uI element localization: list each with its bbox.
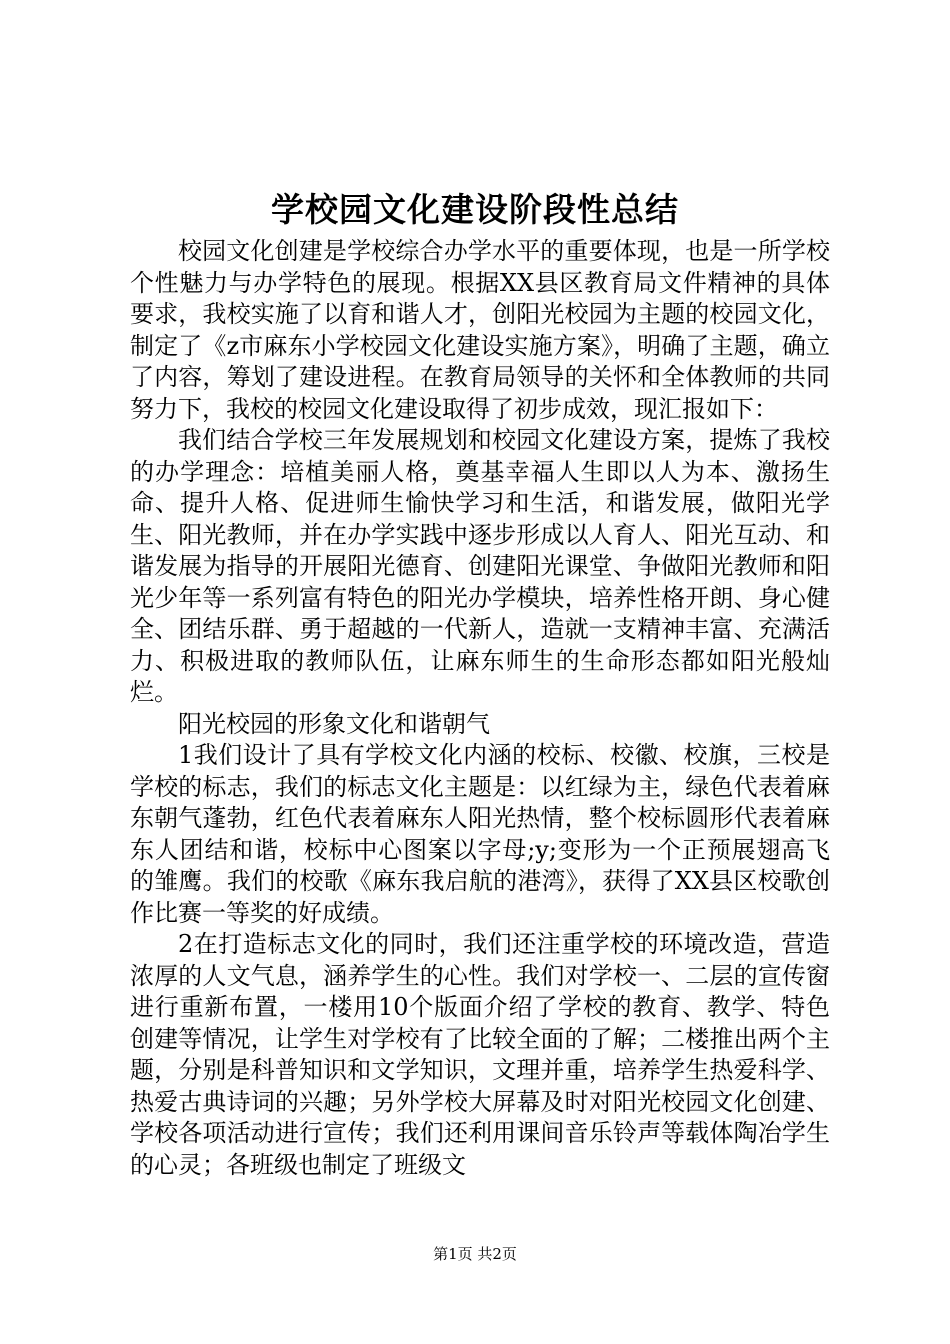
page-footer (0, 1244, 950, 1264)
document-body (130, 236, 830, 1181)
page-number: 第1页 (433, 1245, 473, 1263)
paragraph-intro: 校园文化创建是学校综合办学水平的重要体现，也是一所学校个性魅力与办学特色的展现。根据XX县区教育局文件精神的具体要求，我校实施了以育和谐人才，创阳光校园为主题的校园文化，制定了《z市麻东小学校园文化建设实施方案》，明确了主题，确立了内容，筹划了建设进程。在教育局领导的关怀和全体教师的共同努力下，我校的校园文化建设取得了初步成效，现汇报如下： (130, 237, 830, 423)
paragraph-environment: 2在打造标志文化的同时，我们还注重学校的环境改造，营造浓厚的人文气息，涵养学生的心性。我们对学校一、二层的宣传窗进行重新布置，一楼用10个版面介绍了学校的教育、教学、特色创建等情况，让学生对学校有了比较全面的了解；二楼推出两个主题，分别是科普知识和文学知识，文理并重，培养学生热爱科学、热爱古典诗词的兴趣；另外学校大屏幕及时对阳光校园文化创建、学校各项活动进行宣传；我们还利用课间音乐铃声等载体陶冶学生的心灵；各班级也制定了班级文 (130, 930, 830, 1179)
paragraph-school-emblem: 1我们设计了具有学校文化内涵的校标、校徽、校旗，三校是学校的标志，我们的标志文化主题是：以红绿为主，绿色代表着麻东朝气蓬勃，红色代表着麻东人阳光热情，整个校标圆形代表着麻东人团结和谐，校标中心图案以字母;y;变形为一个正预展翅高飞的雏鹰。我们的校歌《麻东我启航的港湾》，获得了XX县区校歌创作比赛一等奖的好成绩。 (130, 741, 830, 927)
section-heading-image-culture: 阳光校园的形象文化和谐朝气 (178, 709, 490, 738)
document-title: 学校园文化建设阶段性总结 (271, 190, 679, 229)
page-total: 共2页 (477, 1245, 517, 1263)
paragraph-philosophy: 我们结合学校三年发展规划和校园文化建设方案，提炼了我校的办学理念：培植美丽人格，奠基幸福人生即以人为本、激扬生命、提升人格、促进师生愉快学习和生活，和谐发展，做阳光学生、阳光教师，并在办学实践中逐步形成以人育人、阳光互动、和谐发展为指导的开展阳光德育、创建阳光课堂、争做阳光教师和阳光少年等一系列富有特色的阳光办学模块，培养性格开朗、身心健全、团结乐群、勇于超越的一代新人，造就一支精神丰富、充满活力、积极进取的教师队伍，让麻东师生的生命形态都如阳光般灿烂。 (130, 426, 830, 706)
